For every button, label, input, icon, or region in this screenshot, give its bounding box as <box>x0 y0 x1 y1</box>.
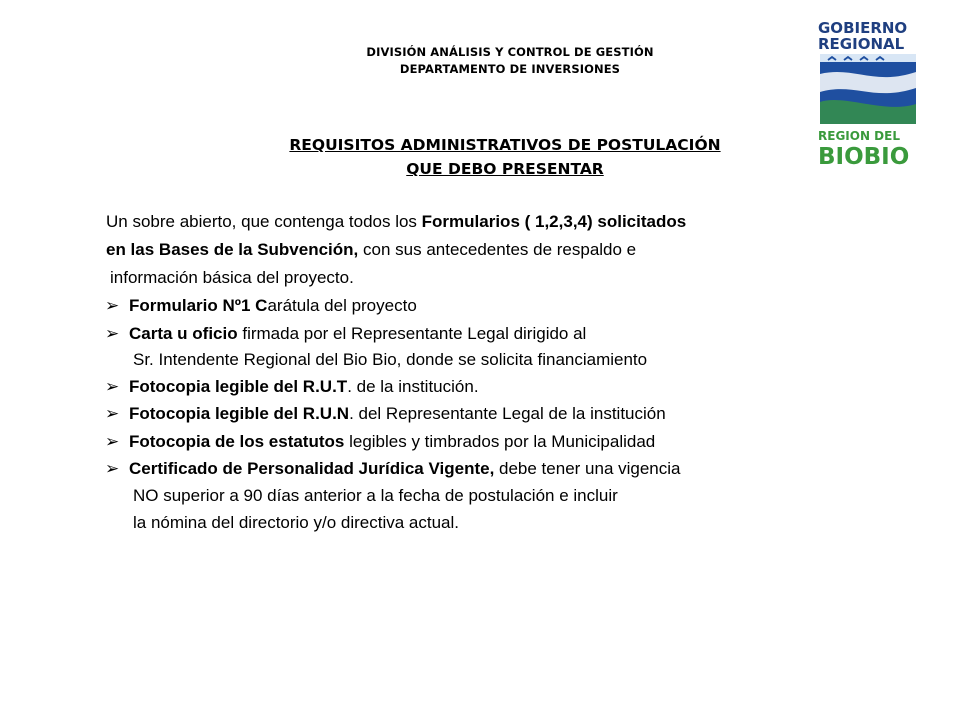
intro-line-3: información básica del proyecto. <box>110 268 354 287</box>
arrow-bullet-icon: ➢ <box>105 432 120 451</box>
logo-text-region: REGION DEL <box>818 129 900 143</box>
page-title <box>150 133 860 181</box>
list-item: ➢ Fotocopia de los estatutos legibles y timbrados por la Municipalidad <box>105 432 656 451</box>
title-line-2: QUE DEBO PRESENTAR <box>406 160 604 178</box>
arrow-bullet-icon: ➢ <box>105 324 120 343</box>
list-item: ➢ Formulario Nº1 Carátula del proyecto <box>105 296 417 315</box>
list-item: ➢ Fotocopia legible del R.U.N. del Representante Legal de la institución <box>105 404 666 423</box>
list-item-continuation: la nómina del directorio y/o directiva actual. <box>133 513 459 532</box>
arrow-bullet-icon: ➢ <box>105 296 120 315</box>
arrow-bullet-icon: ➢ <box>105 404 120 423</box>
arrow-bullet-icon: ➢ <box>105 377 120 396</box>
list-item: ➢ Carta u oficio firmada por el Representante Legal dirigido al <box>105 324 587 343</box>
list-item-continuation: NO superior a 90 días anterior a la fecha de postulación e incluir <box>133 486 618 505</box>
intro-line-1: Un sobre abierto, que contenga todos los Formularios ( 1,2,3,4) solicitados <box>106 212 687 231</box>
logo-text-biobio: BIOBIO <box>818 144 910 170</box>
arrow-bullet-icon: ➢ <box>105 459 120 478</box>
logo-text-gobierno: GOBIERNO <box>818 19 908 37</box>
department-name: DEPARTAMENTO DE INVERSIONES <box>399 62 621 76</box>
title-line-1: REQUISITOS ADMINISTRATIVOS DE POSTULACIÓN <box>289 136 721 154</box>
list-item-continuation: Sr. Intendente Regional del Bio Bio, donde se solicita financiamiento <box>133 350 648 369</box>
list-item: ➢ Fotocopia legible del R.U.T. de la institución. <box>105 377 479 396</box>
intro-line-2: en las Bases de la Subvención, con sus antecedentes de respaldo e <box>106 240 637 259</box>
division-name: DIVISIÓN ANÁLISIS Y CONTROL DE GESTIÓN <box>366 45 654 59</box>
logo-text-regional: REGIONAL <box>818 35 905 53</box>
list-item: ➢ Certificado de Personalidad Jurídica Vigente, debe tener una vigencia <box>105 459 681 478</box>
document-header <box>230 44 790 78</box>
